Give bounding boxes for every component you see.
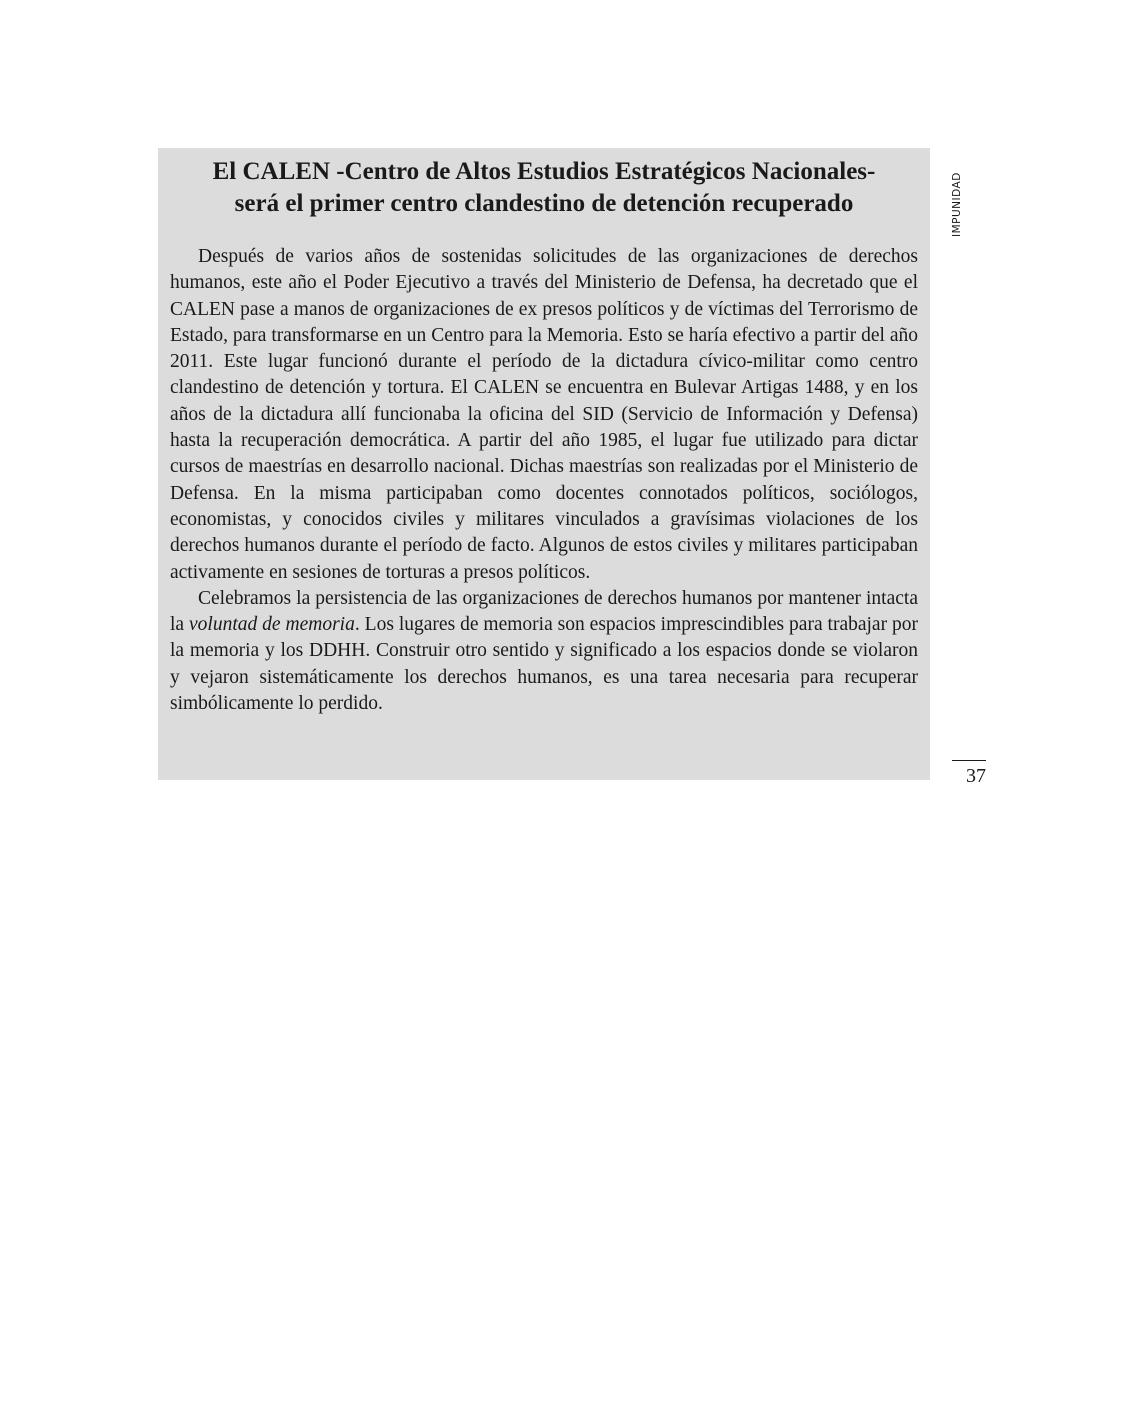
box-title: [170, 156, 918, 220]
paragraph-2-text-start: Celebramos la persistencia de las organizaciones de derechos humanos por mantener intacta la: [170, 587, 918, 636]
page-number: 37: [966, 765, 986, 787]
highlight-box: [158, 148, 930, 780]
paragraph-2-text-end: . Los lugares de memoria son espacios imprescindibles para trabajar por la memoria y los DDHH. Construir otro sentido y significado a los espacios donde se violaron y vejaron sistemáticamente los derechos humanos, es una tarea necesaria para recuperar simbólicamente lo perdido.: [170, 614, 919, 715]
body-paragraph-2: [170, 586, 918, 717]
box-body: [170, 244, 918, 717]
body-paragraph-1: Después de varios años de sostenidas solicitudes de las organizaciones de derechos humanos, este año el Poder Ejecutivo a través del Ministerio de Defensa, ha decretado que el CALEN pase a manos de organizaciones de ex presos políticos y de víctimas del Terrorismo de Estado, para transformarse en un Centro para la Memoria. Esto se haría efectivo a partir del año 2011. Este lugar funcionó durante el período de la dictadura cívico-militar como centro clandestino de detención y tortura. El CALEN se encuentra en Bulevar Artigas 1488, y en los años de la dictadura allí funcionaba la oficina del SID (Servicio de Información y Defensa) hasta la recuperación democrática. A partir del año 1985, el lugar fue utilizado para dictar cursos de maestrías en desarrollo nacional. Dichas maestrías son realizadas por el Ministerio de Defensa. En la misma participaban como docentes connotados políticos, sociólogos, economistas, y conocidos civiles y militares vinculados a gravísimas violaciones de los derechos humanos durante el período de facto. Algunos de estos civiles y militares participaban activamente en sesiones de torturas a presos políticos.: [170, 246, 918, 583]
title-line-2: será el primer centro clandestino de detención recuperado: [234, 190, 854, 217]
section-side-label: IMPUNIDAD: [951, 172, 963, 237]
title-line-1: El CALEN -Centro de Altos Estudios Estratégicos Nacionales-: [212, 158, 876, 185]
page-number-rule: [952, 760, 986, 761]
paragraph-2-italic-phrase: voluntad de memoria: [189, 614, 355, 636]
